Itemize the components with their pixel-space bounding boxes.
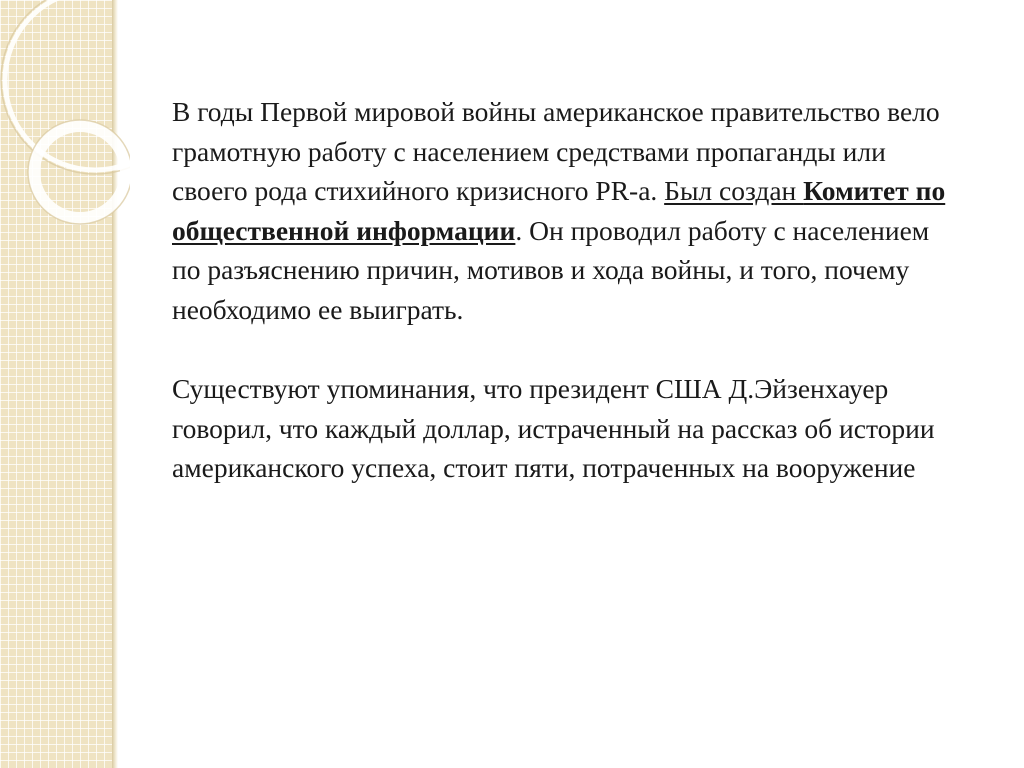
paragraph-ww1-intro: В годы Первой мировой войны американское правительство вело грамотную работу с населением средствами пропаганды или своего рода стихийного кризисного PR-а. — [172, 96, 940, 206]
committee-name: Комитет по общественной информации — [172, 175, 946, 246]
created-label: Был создан — [664, 175, 804, 206]
paragraph-gap — [172, 329, 952, 369]
slide-body — [172, 92, 952, 488]
decorative-rings-icon — [0, 0, 130, 260]
paragraph-ww1 — [172, 92, 952, 329]
paragraph-eisenhower: Существуют упоминания, что президент США Д.Эйзенхауер говорил, что каждый доллар, истраченный на рассказ об истории американского успеха, стоит пяти, потраченных на вооружение — [172, 373, 935, 483]
paragraph-ww1-outro: . Он проводил работу с населением по разъяснению причин, мотивов и хода войны, и того, почему необходимо ее выиграть. — [172, 214, 930, 325]
